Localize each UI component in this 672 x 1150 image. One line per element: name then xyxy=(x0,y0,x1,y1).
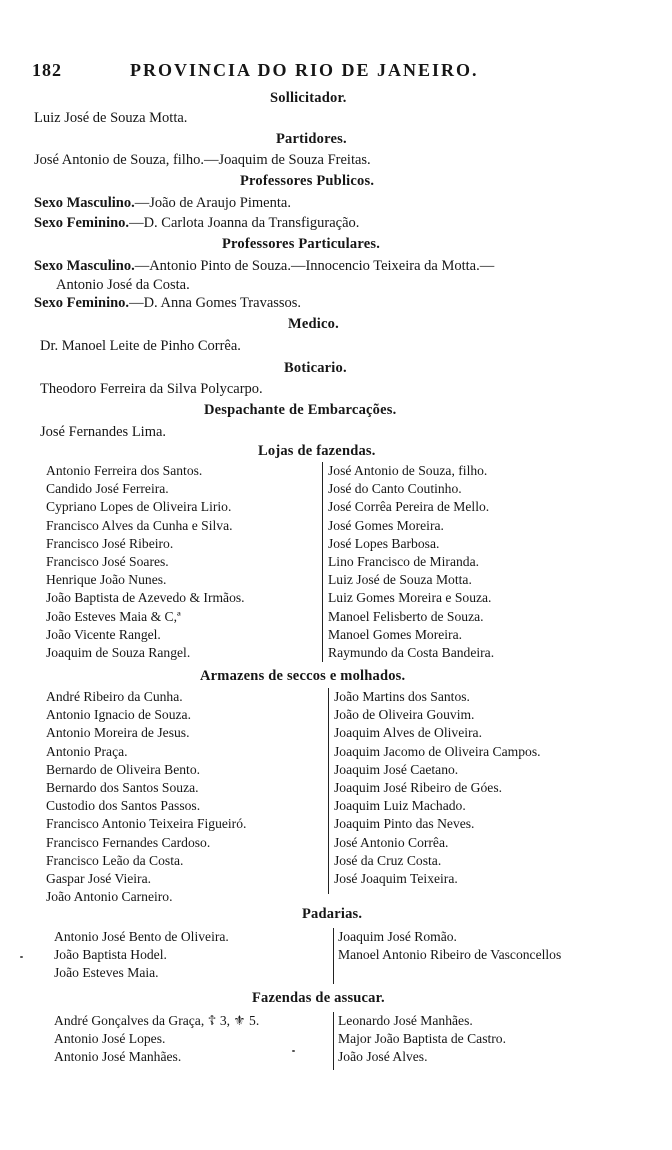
column-divider xyxy=(333,928,334,984)
lojas-right-column xyxy=(328,462,494,662)
list-item: Joaquim Luiz Machado. xyxy=(334,798,466,814)
list-item: Major João Baptista de Castro. xyxy=(338,1031,507,1047)
list-item: Joaquim Pinto das Neves. xyxy=(334,816,475,832)
list-item: Antonio Praça. xyxy=(46,743,128,759)
list-item: Luiz José de Souza Motta. xyxy=(328,572,472,588)
list-item: Leonardo José Manhães. xyxy=(338,1013,473,1028)
lojas-left-column xyxy=(46,462,245,662)
page-header xyxy=(32,60,632,84)
partidores-line: José Antonio de Souza, filho.—Joaquim de Souza Freitas. xyxy=(34,152,371,168)
list-item: Francisco José Soares. xyxy=(46,553,169,569)
list-item: Manoel Felisberto de Souza. xyxy=(328,608,484,624)
list-item: Manoel Gomes Moreira. xyxy=(328,626,463,642)
running-head: PROVINCIA DO RIO DE JANEIRO. xyxy=(130,60,479,80)
heading-despachante: Despachante de Embarcações. xyxy=(204,402,397,418)
line-lead: Sexo Masculino. xyxy=(34,258,135,274)
heading-professores-publicos: Professores Publicos. xyxy=(240,173,375,189)
column-divider xyxy=(333,1012,334,1070)
list-item: José da Cruz Costa. xyxy=(334,852,442,868)
list-item: Luiz Gomes Moreira e Souza. xyxy=(328,590,492,606)
list-item: José Corrêa Pereira de Mello. xyxy=(328,499,490,515)
despachante-line: José Fernandes Lima. xyxy=(40,424,167,440)
list-item: José Joaquim Teixeira. xyxy=(334,870,458,886)
list-item: Joaquim José Caetano. xyxy=(334,761,459,777)
list-item: Lino Francisco de Miranda. xyxy=(328,553,479,569)
list-item: José Antonio Corrêa. xyxy=(334,834,449,850)
list-item: Henrique João Nunes. xyxy=(46,572,167,588)
list-item: João Baptista Hodel. xyxy=(54,947,167,963)
heading-boticario: Boticario. xyxy=(284,360,347,376)
line-lead: Sexo Feminino. xyxy=(34,215,130,231)
list-item: João Antonio Carneiro. xyxy=(46,889,173,905)
list-item: João Esteves Maia. xyxy=(54,965,159,981)
professores-particulares-line-2 xyxy=(56,277,190,294)
list-item: Antonio José Manhães. xyxy=(54,1049,182,1065)
list-item: João Martins dos Santos. xyxy=(334,689,470,704)
heading-padarias: Padarias. xyxy=(302,906,363,922)
list-item: Antonio Ignacio de Souza. xyxy=(46,707,191,723)
list-item: Antonio Ferreira dos Santos. xyxy=(46,463,203,478)
list-item: Antonio José Lopes. xyxy=(54,1031,166,1047)
list-item: Joaquim Alves de Oliveira. xyxy=(334,725,482,741)
list-item: Joaquim de Souza Rangel. xyxy=(46,644,191,660)
list-item: João de Oliveira Gouvim. xyxy=(334,707,475,723)
page-number: 182 xyxy=(32,60,62,80)
print-speck xyxy=(292,1050,295,1052)
list-item: João Vicente Rangel. xyxy=(46,626,161,642)
line-rest: —João de Araujo Pimenta. xyxy=(134,195,291,211)
list-item: Custodio dos Santos Passos. xyxy=(46,798,201,814)
column-divider xyxy=(328,688,329,894)
list-item: André Gonçalves da Graça, ☦ 3, ⚜ 5. xyxy=(54,1013,260,1028)
line-rest: —D. Carlota Joanna da Transfiguração. xyxy=(129,215,360,231)
professores-particulares-line-1 xyxy=(34,258,494,275)
list-item: Manoel Antonio Ribeiro de Vasconcellos xyxy=(338,947,562,963)
list-item: André Ribeiro da Cunha. xyxy=(46,689,183,704)
list-item: Bernardo dos Santos Souza. xyxy=(46,779,199,795)
list-item: Antonio José Bento de Oliveira. xyxy=(54,929,229,944)
heading-professores-particulares: Professores Particulares. xyxy=(222,236,381,252)
list-item: Cypriano Lopes de Oliveira Lirio. xyxy=(46,499,232,515)
professores-publicos-line-1 xyxy=(34,195,291,212)
armazens-left-column xyxy=(46,688,246,906)
sollicitador-line: Luiz José de Souza Motta. xyxy=(34,110,188,126)
list-item: Francisco Alves da Cunha e Silva. xyxy=(46,517,233,533)
list-item: João Esteves Maia & C,ª xyxy=(46,608,181,624)
list-item: Joaquim José Ribeiro de Góes. xyxy=(334,779,503,795)
padarias-right-column xyxy=(338,928,561,964)
heading-partidores: Partidores. xyxy=(276,131,347,147)
padarias-left-column xyxy=(54,928,229,983)
line-rest: —Antonio Pinto de Souza.—Innocencio Teixeira da Motta.— xyxy=(134,258,495,274)
heading-armazens: Armazens de seccos e molhados. xyxy=(200,668,406,684)
heading-lojas: Lojas de fazendas. xyxy=(258,443,376,459)
list-item: José do Canto Coutinho. xyxy=(328,481,462,497)
line-lead: Sexo Masculino. xyxy=(34,195,135,211)
heading-sollicitador: Sollicitador. xyxy=(270,90,347,106)
line-lead: Sexo Feminino. xyxy=(34,295,130,311)
list-item: João Baptista de Azevedo & Irmãos. xyxy=(46,590,245,606)
professores-publicos-line-2 xyxy=(34,215,359,232)
list-item: Candido José Ferreira. xyxy=(46,481,169,497)
list-item: José Lopes Barbosa. xyxy=(328,535,440,551)
list-item: José Gomes Moreira. xyxy=(328,517,444,533)
heading-fazendas-assucar: Fazendas de assucar. xyxy=(252,990,385,1006)
list-item: Joaquim José Romão. xyxy=(338,929,457,944)
list-item: Antonio Moreira de Jesus. xyxy=(46,725,190,741)
list-item: José Antonio de Souza, filho. xyxy=(328,463,488,478)
list-item: Francisco Leão da Costa. xyxy=(46,852,184,868)
boticario-line: Theodoro Ferreira da Silva Polycarpo. xyxy=(40,381,263,397)
medico-line: Dr. Manoel Leite de Pinho Corrêa. xyxy=(40,338,241,354)
fazendas-left-column xyxy=(54,1012,259,1067)
print-speck xyxy=(20,956,23,958)
line-rest: —D. Anna Gomes Travassos. xyxy=(129,295,302,311)
list-item: Francisco José Ribeiro. xyxy=(46,535,174,551)
list-item: Francisco Fernandes Cardoso. xyxy=(46,834,211,850)
fazendas-right-column xyxy=(338,1012,506,1067)
list-item: Francisco Antonio Teixeira Figueiró. xyxy=(46,816,247,832)
professores-particulares-line-3 xyxy=(34,295,301,312)
line-rest: Antonio José da Costa. xyxy=(56,277,190,293)
heading-medico: Medico. xyxy=(288,316,339,332)
list-item: Gaspar José Vieira. xyxy=(46,870,152,886)
list-item: Raymundo da Costa Bandeira. xyxy=(328,644,495,660)
list-item: João José Alves. xyxy=(338,1049,428,1065)
column-divider xyxy=(322,462,323,662)
armazens-right-column xyxy=(334,688,541,888)
list-item: Joaquim Jacomo de Oliveira Campos. xyxy=(334,743,541,759)
list-item: Bernardo de Oliveira Bento. xyxy=(46,761,201,777)
